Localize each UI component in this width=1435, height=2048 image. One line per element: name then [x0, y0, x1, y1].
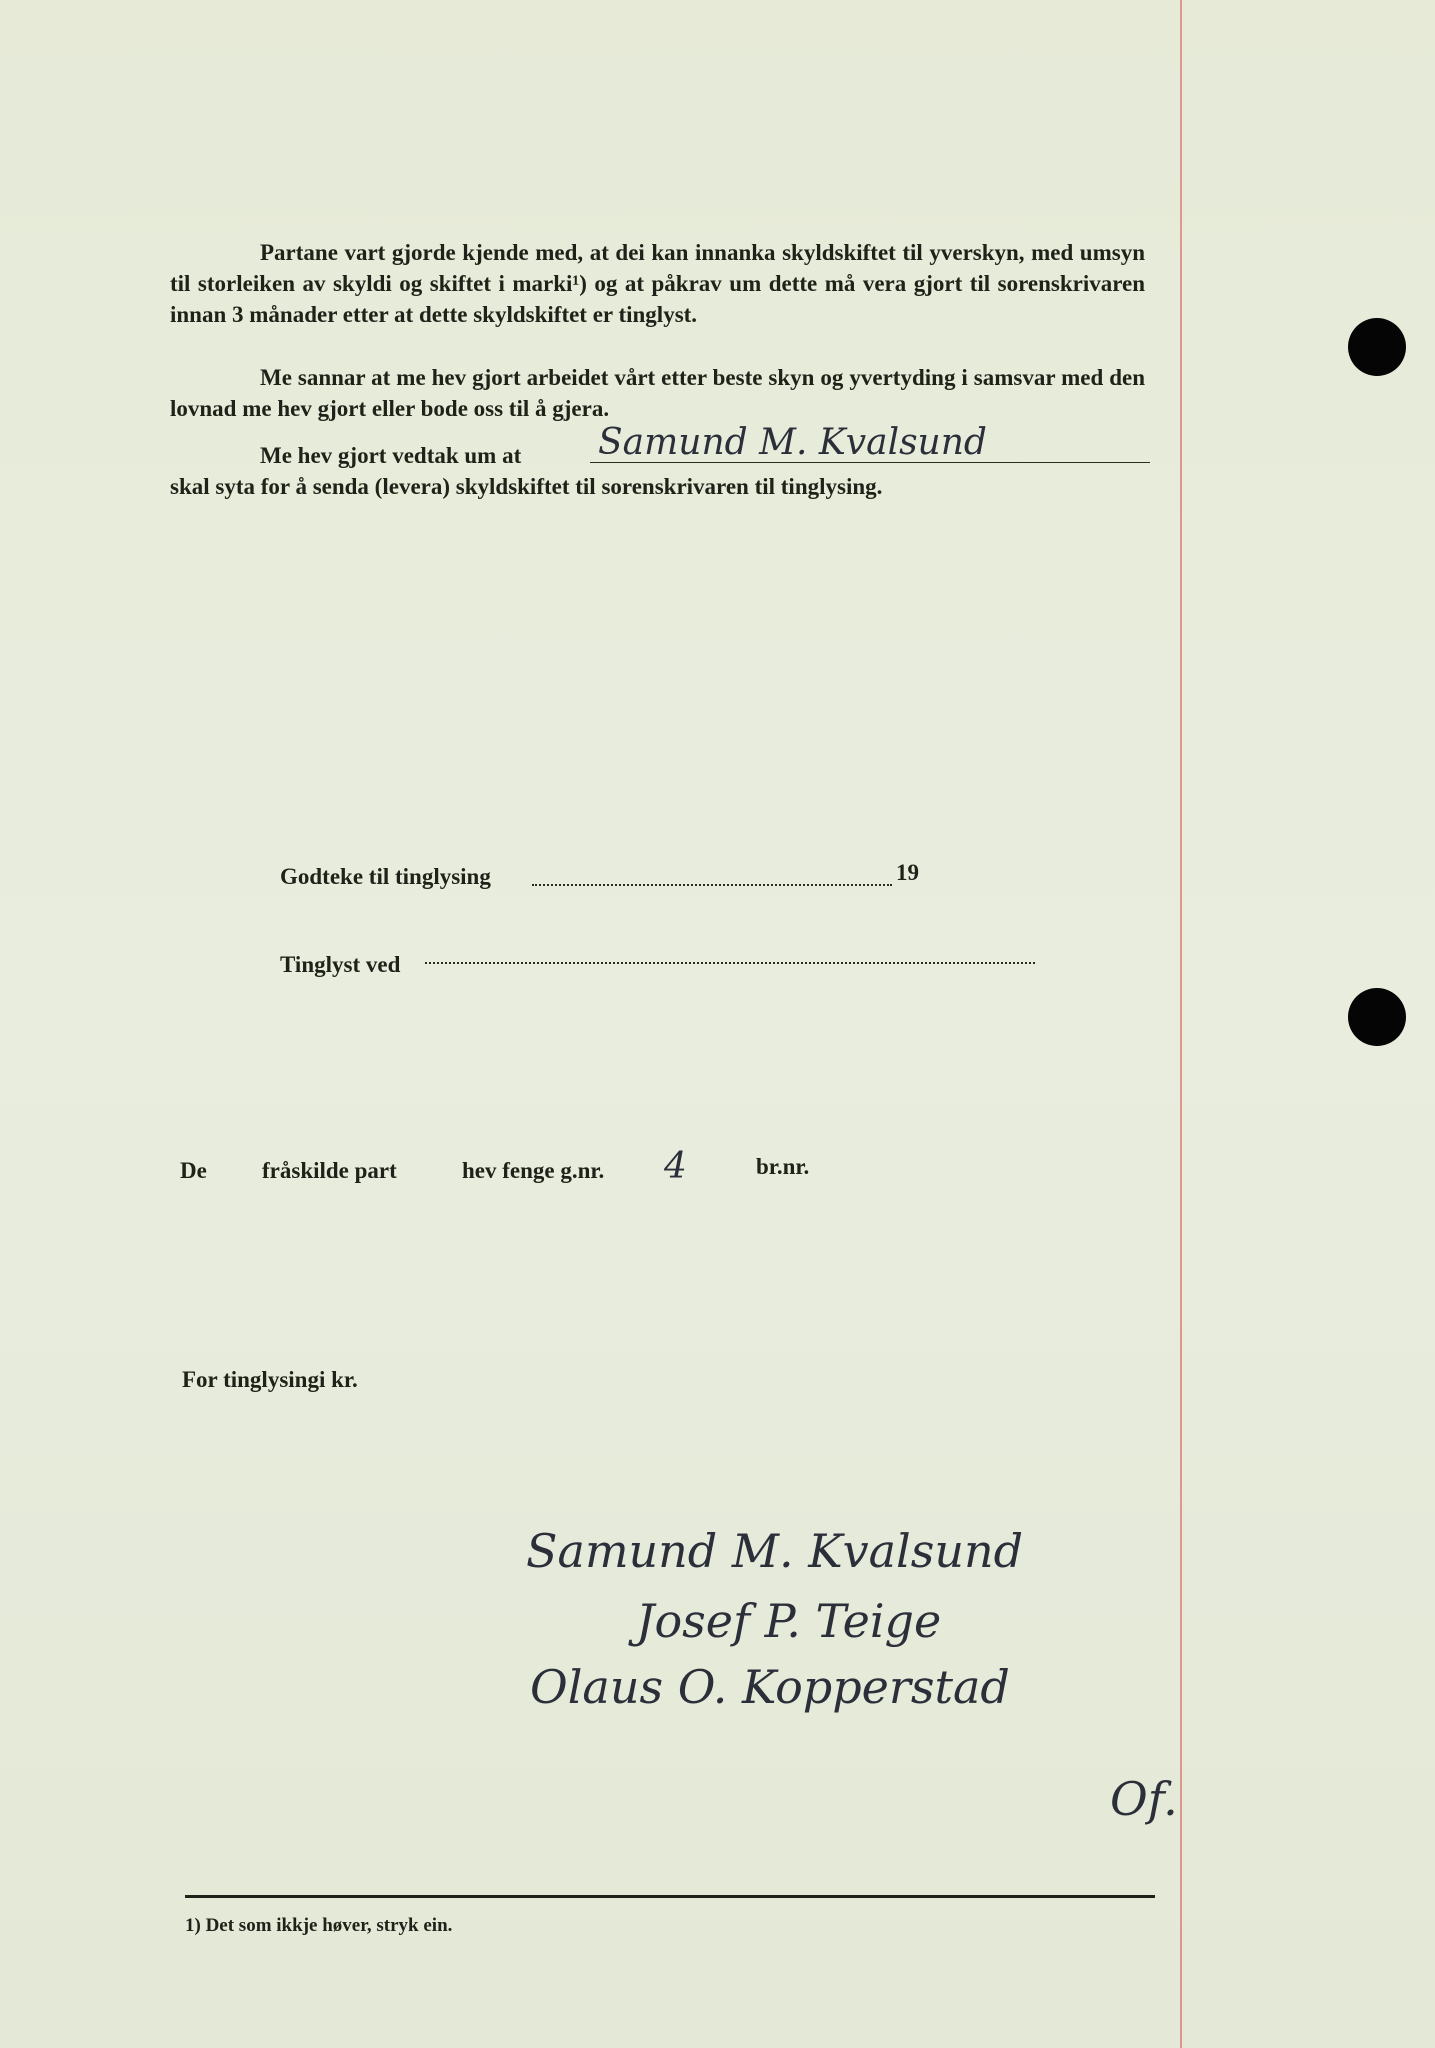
red-margin-line: [1180, 0, 1182, 2048]
vedtak-rest: skal syta for å senda (levera) skyldskiftet til sorenskrivaren til tinglysing.: [170, 474, 883, 499]
gnr-value: 4: [664, 1146, 687, 1187]
footnote: [185, 1915, 452, 1937]
signature-1: Samund M. Kvalsund: [526, 1524, 1024, 1578]
footnote-text: Det som ikkje høver, stryk ein.: [205, 1915, 453, 1936]
godteke-label: Godteke til tinglysing: [280, 864, 491, 889]
tinglyst-dotted-line: [425, 962, 1035, 964]
paragraph-text: Partane vart gjorde kjende med, at dei kan innanka skyldskiftet til yverskyn, med umsyn til storleiken av skyldi og skiftet i marki¹) og at påkrav um dette må vera gjort til sorenskrivaren innan 3 månader etter at dette skyldskiftet er tinglyst.: [170, 240, 1145, 327]
punch-hole: [1348, 988, 1406, 1046]
godteke-dotted-line: [532, 884, 892, 886]
brnr-label: br.nr.: [756, 1154, 810, 1179]
punch-hole: [1348, 318, 1406, 376]
signature-2: Josef P. Teige: [636, 1594, 942, 1648]
signature-3: Olaus O. Kopperstad: [530, 1660, 1010, 1714]
vedtak-lead: Me hev gjort vedtak um at: [260, 443, 522, 468]
fraskilde-label: fråskilde part: [262, 1158, 397, 1183]
handwritten-name: Samund M. Kvalsund: [598, 422, 987, 463]
paragraph-declaration: [170, 362, 1145, 424]
paragraph-text: Me sannar at me hev gjort arbeidet vårt etter beste skyn og yvertyding i samsvar med den lovnad me hev gjort eller bode oss til å gjera.: [170, 365, 1145, 421]
tinglyst-label: Tinglyst ved: [280, 952, 401, 977]
year-prefix: 19: [896, 860, 919, 885]
de-label: De: [180, 1158, 207, 1183]
footnote-rule: [185, 1895, 1155, 1898]
initial-mark: Of.: [1110, 1772, 1178, 1826]
hev-fenge-label: hev fenge g.nr.: [462, 1158, 605, 1183]
footnote-marker: 1): [185, 1915, 201, 1936]
paragraph-skyldskifte-notice: [170, 237, 1145, 330]
tinglysingi-label: For tinglysingi kr.: [182, 1367, 358, 1392]
